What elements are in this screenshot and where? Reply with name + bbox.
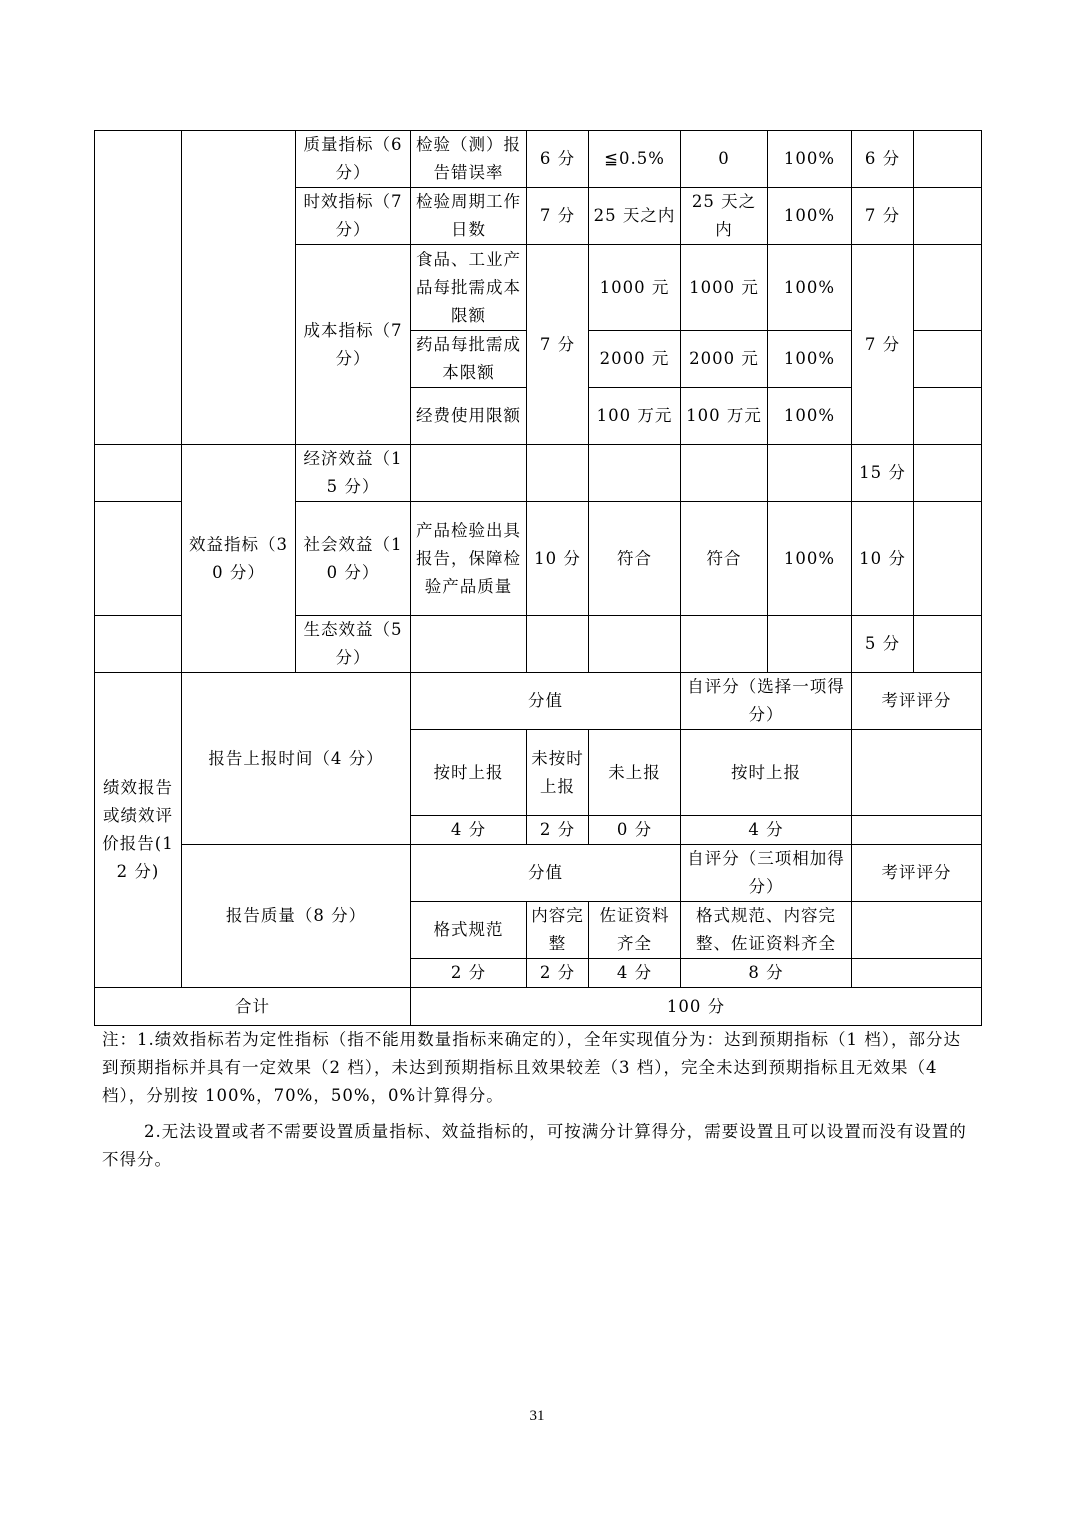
review-cell (852, 730, 982, 816)
indicator-cell (411, 616, 527, 673)
option-cell: 未按时上报 (527, 730, 589, 816)
self-score-header: 自评分（三项相加得分） (681, 845, 852, 902)
rate-cell (768, 445, 852, 502)
score-cell: 5 分 (852, 616, 914, 673)
note-cell (914, 245, 982, 331)
option-cell: 格式规范 (411, 902, 527, 959)
target-cell (589, 616, 681, 673)
indicator-cell: 产品检验出具报告，保障检验产品质量 (411, 502, 527, 616)
self-option-cell: 格式规范、内容完整、佐证资料齐全 (681, 902, 852, 959)
target-cell: 1000 元 (589, 245, 681, 331)
review-score-header: 考评评分 (852, 845, 982, 902)
category-cell: 经济效益（15 分） (296, 445, 411, 502)
target-cell: 符合 (589, 502, 681, 616)
note-cell (914, 388, 982, 445)
score-cell: 7 分 (852, 245, 914, 445)
table-row (95, 988, 982, 1026)
blank-group-cell (95, 445, 182, 502)
note-2: 2.无法设置或者不需要设置质量指标、效益指标的，可按满分计算得分，需要设置且可以设置而没有设置的不得分。 (102, 1122, 967, 1169)
benefit-group-cell: 效益指标（30 分） (182, 445, 296, 673)
category-cell: 社会效益（10 分） (296, 502, 411, 616)
indicator-cell: 检验周期工作日数 (411, 188, 527, 245)
option-cell: 按时上报 (411, 730, 527, 816)
target-cell (589, 445, 681, 502)
note-cell (914, 502, 982, 616)
weight-cell (527, 445, 589, 502)
report-group-cell: 绩效报告或绩效评价报告(12 分) (95, 673, 182, 988)
indicator-cell: 经费使用限额 (411, 388, 527, 445)
weight-cell (527, 616, 589, 673)
actual-cell: 符合 (681, 502, 768, 616)
rate-cell: 100% (768, 188, 852, 245)
score-cell: 15 分 (852, 445, 914, 502)
review-score-header: 考评评分 (852, 673, 982, 730)
blank-group-cell (95, 502, 182, 616)
score-cell: 6 分 (852, 131, 914, 188)
indicator-cell: 食品、工业产品每批需成本限额 (411, 245, 527, 331)
weight-cell: 6 分 (527, 131, 589, 188)
blank-group-cell (95, 131, 182, 445)
category-cell: 成本指标（7分） (296, 245, 411, 445)
option-cell: 未上报 (589, 730, 681, 816)
category-cell: 质量指标（6分） (296, 131, 411, 188)
category-cell: 生态效益（5 分） (296, 616, 411, 673)
total-label: 合计 (95, 988, 411, 1026)
points-cell: 2 分 (411, 959, 527, 988)
weight-cell: 10 分 (527, 502, 589, 616)
self-score-header: 自评分（选择一项得分） (681, 673, 852, 730)
category-cell: 时效指标（7分） (296, 188, 411, 245)
points-cell: 4 分 (411, 816, 527, 845)
weight-cell: 7 分 (527, 188, 589, 245)
indicator-cell: 药品每批需成本限额 (411, 331, 527, 388)
rate-cell: 100% (768, 131, 852, 188)
indicator-cell (411, 445, 527, 502)
notes (102, 1026, 974, 1174)
self-points-cell: 4 分 (681, 816, 852, 845)
report-timing-label: 报告上报时间（4 分） (182, 673, 411, 845)
option-cell: 内容完整 (527, 902, 589, 959)
note-cell (914, 331, 982, 388)
actual-cell (681, 445, 768, 502)
table-row (95, 845, 982, 902)
target-cell: 100 万元 (589, 388, 681, 445)
actual-cell: 2000 元 (681, 331, 768, 388)
indicator-cell: 检验（测）报告错误率 (411, 131, 527, 188)
performance-table (94, 130, 982, 1026)
note-1: 注：1.绩效指标若为定性指标（指不能用数量指标来确定的），全年实现值分为：达到预期指标（1 档），部分达到预期指标并具有一定效果（2 档），未达到预期指标且效果较差（3 档），完全未达到预期指标且无效果（4 档），分别按 100%，70%，50%，0%计算得分。 (102, 1030, 961, 1105)
note-cell (914, 131, 982, 188)
total-value: 100 分 (411, 988, 982, 1026)
rate-cell: 100% (768, 388, 852, 445)
actual-cell (681, 616, 768, 673)
score-cell: 7 分 (852, 188, 914, 245)
table-row (95, 673, 982, 730)
target-cell: 25 天之内 (589, 188, 681, 245)
actual-cell: 25 天之内 (681, 188, 768, 245)
points-cell: 2 分 (527, 816, 589, 845)
note-cell (914, 616, 982, 673)
rate-cell: 100% (768, 502, 852, 616)
weight-cell: 7 分 (527, 245, 589, 445)
report-quality-label: 报告质量（8 分） (182, 845, 411, 988)
actual-cell: 0 (681, 131, 768, 188)
table-row (95, 131, 982, 188)
option-cell: 佐证资料齐全 (589, 902, 681, 959)
value-header: 分值 (411, 673, 681, 730)
target-cell: ≦0.5% (589, 131, 681, 188)
actual-cell: 100 万元 (681, 388, 768, 445)
points-cell: 4 分 (589, 959, 681, 988)
blank-subgroup-cell (182, 131, 296, 445)
rate-cell (768, 616, 852, 673)
points-cell: 0 分 (589, 816, 681, 845)
note-cell (914, 188, 982, 245)
blank-group-cell (95, 616, 182, 673)
score-cell: 10 分 (852, 502, 914, 616)
rate-cell: 100% (768, 245, 852, 331)
self-points-cell: 8 分 (681, 959, 852, 988)
actual-cell: 1000 元 (681, 245, 768, 331)
review-cell (852, 816, 982, 845)
target-cell: 2000 元 (589, 331, 681, 388)
rate-cell: 100% (768, 331, 852, 388)
value-header: 分值 (411, 845, 681, 902)
note-cell (914, 445, 982, 502)
self-option-cell: 按时上报 (681, 730, 852, 816)
table-row (95, 445, 982, 502)
points-cell: 2 分 (527, 959, 589, 988)
review-cell (852, 902, 982, 959)
page-number: 31 (529, 1408, 545, 1424)
review-cell (852, 959, 982, 988)
